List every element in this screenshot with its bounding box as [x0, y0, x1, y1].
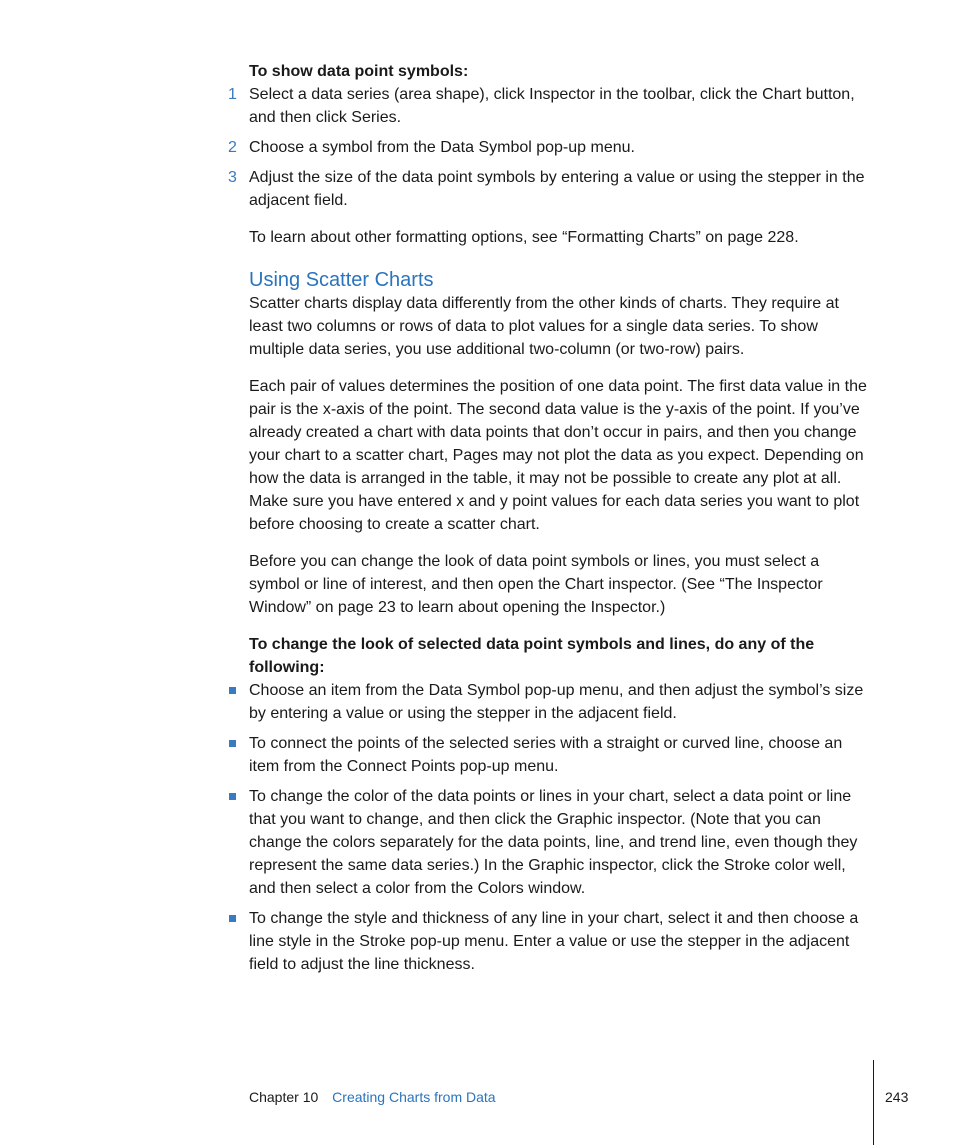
bullet-text: To connect the points of the selected series with a straight or curved line, choose an item from the Connect Points pop-up menu.	[249, 735, 843, 775]
footer-chapter-title-link[interactable]: Creating Charts from Data	[332, 1089, 496, 1105]
bullet-item	[249, 907, 874, 976]
footer-chapter: Chapter 10	[249, 1089, 319, 1105]
bullet-text: Choose an item from the Data Symbol pop-up menu, and then adjust the symbol’s size by entering a value or using the stepper in the adjacent field.	[249, 682, 864, 722]
body-paragraph: Each pair of values determines the position of one data point. The first data value in the pair is the x-axis of the point. The second data value is the y-axis of the point. If you’ve already created a chart with data points that don’t occur in pairs, and then you change your chart to a scatter chart, Pages may not plot the data as you expect. Depending on how the data is arranged in the table, it may not be possible to create any plot at all. Make sure you have entered x and y point values for each data series you want to plot before choosing to create a scatter chart.	[249, 378, 867, 533]
steps-list	[228, 83, 874, 212]
step-item	[228, 166, 874, 212]
step-item	[228, 136, 874, 159]
step-number: 1	[228, 86, 237, 103]
cross-reference-note: To learn about other formatting options, see “Formatting Charts” on page 228.	[249, 229, 799, 246]
procedure-heading: To change the look of selected data point symbols and lines, do any of the following:	[249, 636, 815, 676]
procedure-heading: To show data point symbols:	[249, 63, 469, 80]
page-content	[228, 60, 874, 983]
step-text: Choose a symbol from the Data Symbol pop-up menu.	[249, 139, 635, 156]
step-number: 2	[228, 139, 237, 156]
square-bullet-icon	[229, 793, 236, 800]
square-bullet-icon	[229, 740, 236, 747]
bullet-item	[249, 732, 874, 778]
bullet-item	[249, 785, 874, 900]
body-paragraph: Before you can change the look of data point symbols or lines, you must select a symbol or line of interest, and then open the Chart inspector. (See “The Inspector Window” on page 23 to learn about opening the Inspector.)	[249, 553, 823, 616]
step-number: 3	[228, 169, 237, 186]
bullet-item	[249, 679, 874, 725]
bullet-list	[249, 679, 874, 976]
body-paragraph: Scatter charts display data differently from the other kinds of charts. They require at least two columns or rows of data to plot values for a single data series. To show multiple data series, you use additional two-column (or two-row) pairs.	[249, 295, 839, 358]
page-footer	[249, 1087, 496, 1107]
step-text: Adjust the size of the data point symbols by entering a value or using the stepper in the adjacent field.	[249, 169, 865, 209]
footer-divider	[873, 1060, 874, 1145]
page-number: 243	[885, 1089, 909, 1105]
bullet-text: To change the style and thickness of any line in your chart, select it and then choose a line style in the Stroke pop-up menu. Enter a value or use the stepper in the adjacent field to adjust the line thickness.	[249, 910, 859, 973]
step-text: Select a data series (area shape), click Inspector in the toolbar, click the Chart button, and then click Series.	[249, 86, 855, 126]
bullet-text: To change the color of the data points or lines in your chart, select a data point or line that you want to change, and then click the Graphic inspector. (Note that you can change the colors separately for the data points, line, and trend line, even though they represent the same data series.) In the Graphic inspector, click the Stroke color well, and then select a color from the Colors window.	[249, 788, 858, 897]
step-item	[228, 83, 874, 129]
section-title: Using Scatter Charts	[249, 269, 434, 291]
square-bullet-icon	[229, 687, 236, 694]
square-bullet-icon	[229, 915, 236, 922]
